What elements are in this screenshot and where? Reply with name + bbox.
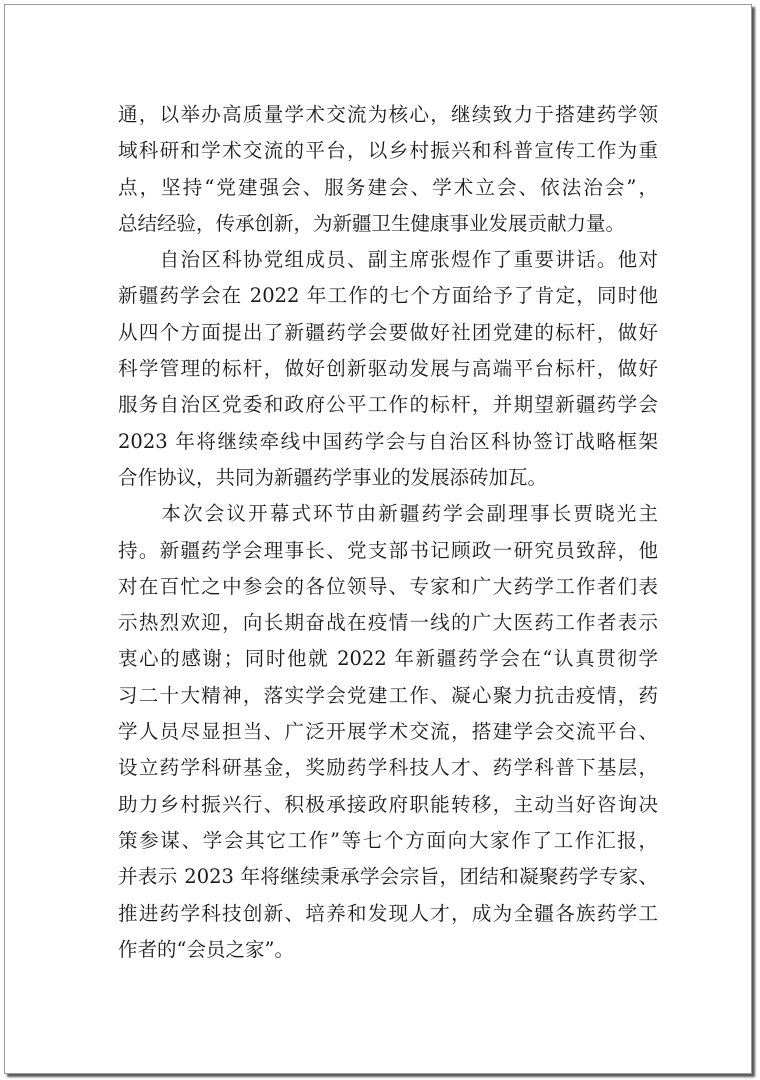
text-line: 自治区科协党组成员、副主席张煜作了重要讲话。他对 — [118, 248, 658, 272]
text-line: 从四个方面提出了新疆药学会要做好社团党建的标杆，做好 — [118, 320, 658, 344]
text-line: 持。新疆药学会理事长、党支部书记顾政一研究员致辞，他 — [118, 538, 658, 562]
text-line: 作者的“会员之家”。 — [118, 937, 294, 961]
text-line: 学人员尽显担当、广泛开展学术交流，搭建学会交流平台、 — [118, 720, 658, 744]
text-line: 示热烈欢迎，向长期奋战在疫情一线的广大医药工作者表示 — [118, 611, 658, 635]
document-page — [4, 4, 752, 1074]
text-line: 2023 年将继续牵线中国药学会与自治区科协签订战略框架 — [118, 429, 658, 453]
text-line: 衷心的感谢；同时他就 2022 年新疆药学会在“认真贯彻学 — [118, 647, 658, 671]
text-line: 策参谋、学会其它工作”等七个方面向大家作了工作汇报， — [118, 828, 658, 852]
text-line: 对在百忙之中参会的各位领导、专家和广大药学工作者们表 — [118, 574, 658, 598]
text-line: 助力乡村振兴行、积极承接政府职能转移，主动当好咨询决 — [118, 792, 658, 816]
text-line: 习二十大精神，落实学会党建工作、凝心聚力抗击疫情，药 — [118, 683, 658, 707]
text-line: 域科研和学术交流的平台，以乡村振兴和科普宣传工作为重 — [118, 139, 658, 163]
text-line: 点，坚持“党建强会、服务建会、学术立会、依法治会”， — [118, 175, 658, 199]
text-line: 设立药学科研基金，奖励药学科技人才、药学科普下基层， — [118, 756, 658, 780]
text-line: 本次会议开幕式环节由新疆药学会副理事长贾晓光主 — [118, 502, 658, 526]
body-text — [118, 97, 658, 968]
text-line: 并表示 2023 年将继续秉承学会宗旨，团结和凝聚药学专家、 — [118, 865, 658, 889]
text-line: 总结经验，传承创新，为新疆卫生健康事业发展贡献力量。 — [118, 211, 626, 235]
text-line: 服务自治区党委和政府公平工作的标杆，并期望新疆药学会 — [118, 393, 658, 417]
text-line: 新疆药学会在 2022 年工作的七个方面给予了肯定，同时他 — [118, 284, 658, 308]
text-line: 推进药学科技创新、培养和发现人才，成为全疆各族药学工 — [118, 901, 658, 925]
text-line: 通，以举办高质量学术交流为核心，继续致力于搭建药学领 — [118, 103, 658, 126]
text-line: 科学管理的标杆，做好创新驱动发展与高端平台标杆，做好 — [118, 357, 658, 381]
text-line: 合作协议，共同为新疆药学事业的发展添砖加瓦。 — [118, 465, 548, 489]
